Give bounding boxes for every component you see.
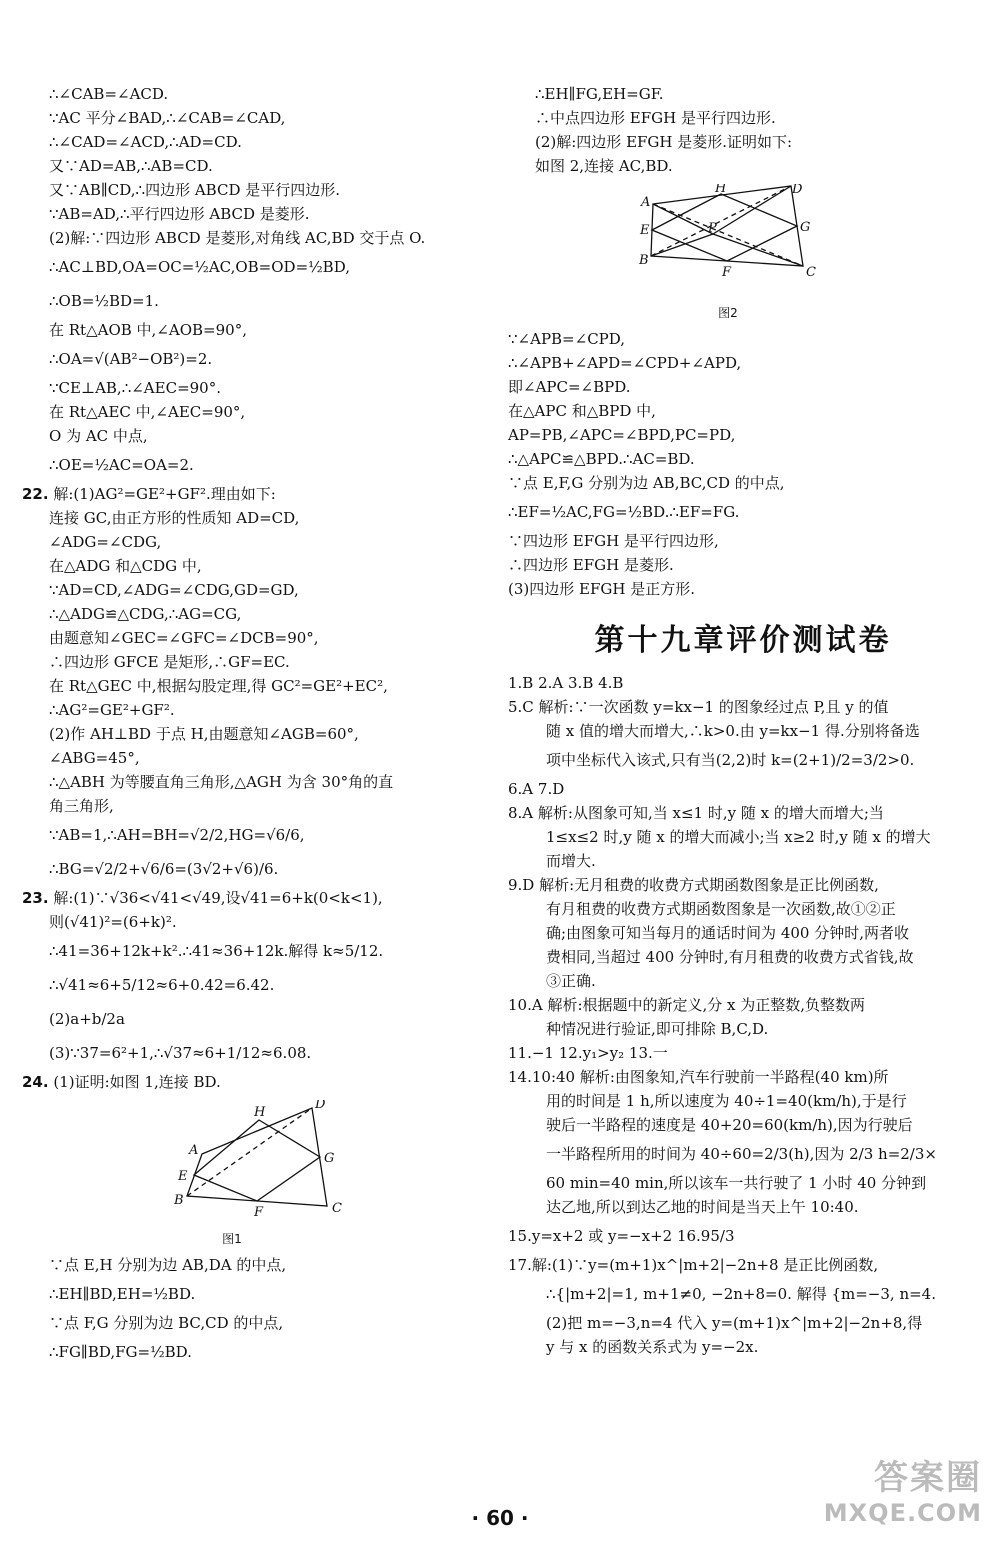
text-line: y 与 x 的函数关系式为 y=−2x. (546, 1338, 759, 1356)
text-line: ③正确. (546, 972, 596, 990)
text-line: 又∵AB∥CD,∴四边形 ABCD 是平行四边形. (49, 181, 341, 199)
q23-number: 23. (22, 889, 49, 907)
text-line: 在 Rt△AOB 中,∠AOB=90°, (49, 321, 247, 339)
text-line: ∵AC 平分∠BAD,∴∠CAB=∠CAD, (49, 109, 286, 127)
label-a: A (641, 195, 651, 210)
text-line: ∴EH∥BD,EH=½BD. (49, 1285, 196, 1303)
watermark-url: MXQE.COM (823, 1499, 982, 1527)
text-line: ∴中点四边形 EFGH 是平行四边形. (535, 109, 776, 127)
q24-first-line (22, 1070, 472, 1094)
figure-2-diagram (508, 184, 978, 294)
figure-1 (22, 1100, 472, 1251)
text-line: 一半路程所用的时间为 40÷60=2/3(h),因为 2/3 h=2/3× (546, 1145, 937, 1163)
page-number: · 60 · (471, 1506, 529, 1530)
text-line: 在△ADG 和△CDG 中, (49, 557, 202, 575)
label-d: D (315, 1100, 326, 1112)
text-line: ∵AB=AD,∴平行四边形 ABCD 是菱形. (49, 205, 310, 223)
label-f: F (254, 1205, 264, 1220)
left-column (22, 82, 472, 1369)
q22-line: 解:(1)AG²=GE²+GF².理由如下: (53, 485, 276, 503)
text-line: ∴EF=½AC,FG=½BD.∴EF=FG. (508, 503, 740, 521)
right-mid-lines (508, 327, 978, 601)
text-line: (2)解:∵四边形 ABCD 是菱形,对角线 AC,BD 交于点 O. (49, 229, 426, 247)
text-line: 即∠APC=∠BPD. (508, 378, 631, 396)
diagonal-ac (653, 204, 803, 266)
q22-first-line (22, 482, 472, 506)
segment-bp (651, 234, 713, 256)
text-line: 5.C 解析:∵一次函数 y=kx−1 的图象经过点 P,且 y 的值 (508, 698, 889, 716)
label-b: B (639, 253, 649, 268)
right-top-lines (508, 82, 978, 178)
label-c: C (332, 1201, 342, 1216)
text-line: 连接 GC,由正方形的性质知 AD=CD, (49, 509, 300, 527)
label-a: A (189, 1143, 199, 1158)
answer-list (508, 671, 978, 1359)
text-line: 由题意知∠GEC=∠GFC=∠DCB=90°, (49, 629, 319, 647)
q23-lines (22, 910, 472, 1070)
text-line: (2)a+b/2a (49, 1010, 125, 1028)
text-line: ∴△ADG≌△CDG,∴AG=CG, (49, 605, 242, 623)
text-line: 10.A 解析:根据题中的新定义,分 x 为正整数,负整数两 (508, 996, 866, 1014)
text-line: ∴FG∥BD,FG=½BD. (49, 1343, 192, 1361)
q24-after-lines (22, 1253, 472, 1369)
text-line: ∴√41≈6+5/12≈6+0.42=6.42. (49, 976, 275, 994)
q22-lines (22, 506, 472, 886)
text-line: ∴AG²=GE²+GF². (49, 701, 175, 719)
text-line: 角三角形, (49, 797, 114, 815)
text-line: (3)∵37=6²+1,∴√37≈6+1/12≈6.08. (49, 1044, 312, 1062)
text-line: 6.A 7.D (508, 780, 565, 798)
text-line: ∴{|m+2|=1, m+1≠0, −2n+8=0. 解得 {m=−3, n=4. (546, 1285, 936, 1303)
text-line: ∴AC⊥BD,OA=OC=½AC,OB=OD=½BD, (49, 258, 350, 276)
text-line: 17.解:(1)∵y=(m+1)x^|m+2|−2n+8 是正比例函数, (508, 1256, 879, 1274)
text-line: ∵AB=1,∴AH=BH=√2/2,HG=√6/6, (49, 826, 305, 844)
text-line: 8.A 解析:从图象可知,当 x≤1 时,y 随 x 的增大而增大;当 (508, 804, 884, 822)
segment-ap (653, 204, 713, 234)
label-b: B (174, 1193, 184, 1208)
text-line: 11.−1 12.y₁>y₂ 13.一 (508, 1044, 668, 1062)
text-line: ∴∠APB+∠APD=∠CPD+∠APD, (508, 354, 742, 372)
label-e: E (640, 223, 650, 238)
label-d: D (792, 184, 803, 197)
figure-1-diagram (22, 1100, 472, 1220)
text-line: ∴OB=½BD=1. (49, 292, 159, 310)
text-line: 在△APC 和△BPD 中, (508, 402, 656, 420)
text-line: 在 Rt△GEC 中,根据勾股定理,得 GC²=GE²+EC², (49, 677, 388, 695)
right-column (508, 82, 978, 1359)
text-line: ∴BG=√2/2+√6/6=(3√2+√6)/6. (49, 860, 279, 878)
text-line: (2)作 AH⊥BD 于点 H,由题意知∠AGB=60°, (49, 725, 359, 743)
label-c: C (806, 265, 816, 280)
text-line: 驶后一半路程的速度是 40+20=60(km/h),因为行驶后 (546, 1116, 913, 1134)
text-line: (2)把 m=−3,n=4 代入 y=(m+1)x^|m+2|−2n+8,得 (546, 1314, 923, 1332)
label-e: E (178, 1169, 188, 1184)
figure-1-caption: 图1 (222, 1232, 242, 1246)
text-line: 15.y=x+2 或 y=−x+2 16.95/3 (508, 1227, 735, 1245)
text-line: ∴∠CAD=∠ACD,∴AD=CD. (49, 133, 242, 151)
text-line: ∴EH∥FG,EH=GF. (535, 85, 664, 103)
label-g: G (800, 220, 811, 235)
text-line: ∵点 E,H 分别为边 AB,DA 的中点, (49, 1256, 287, 1274)
text-line: 有月租费的收费方式期函数图象是一次函数,故①②正 (546, 900, 896, 918)
q23-line: 解:(1)∵√36<√41<√49,设√41=6+k(0<k<1), (53, 889, 383, 907)
text-line: (3)四边形 EFGH 是正方形. (508, 580, 695, 598)
q24-line: (1)证明:如图 1,连接 BD. (53, 1073, 221, 1091)
label-h: H (715, 184, 727, 196)
label-g: G (324, 1151, 335, 1166)
text-line: 确;由图象可知当每月的通话时间为 400 分钟时,两者收 (546, 924, 909, 942)
text-line: ∴41=36+12k+k².∴41≈36+12k.解得 k≈5/12. (49, 942, 384, 960)
label-h: H (254, 1105, 266, 1120)
quadrilateral-efgh (194, 1120, 320, 1201)
text-line: ∴△APC≌△BPD.∴AC=BD. (508, 450, 695, 468)
text-line: 项中坐标代入该式,只有当(2,2)时 k=(2+1)/2=3/2>0. (546, 751, 915, 769)
text-line: ∴OA=√(AB²−OB²)=2. (49, 350, 213, 368)
text-line: ∴△ABH 为等腰直角三角形,△AGH 为含 30°角的直 (49, 773, 394, 791)
figure-2 (508, 184, 978, 325)
text-line: ∴OE=½AC=OA=2. (49, 456, 194, 474)
text-line: ∵四边形 EFGH 是平行四边形, (508, 532, 719, 550)
text-line: 如图 2,连接 AC,BD. (535, 157, 673, 175)
text-line: ∵AD=CD,∠ADG=∠CDG,GD=GD, (49, 581, 299, 599)
label-f: F (722, 265, 732, 280)
diagonal-bd (651, 186, 791, 256)
text-line: 在 Rt△AEC 中,∠AEC=90°, (49, 403, 246, 421)
left-lines (22, 82, 472, 482)
text-line: (2)解:四边形 EFGH 是菱形.证明如下: (535, 133, 793, 151)
text-line: 9.D 解析:无月租费的收费方式期函数图象是正比例函数, (508, 876, 879, 894)
text-line: O 为 AC 中点, (49, 427, 148, 445)
text-line: ∴∠CAB=∠ACD. (49, 85, 169, 103)
text-line: ∴四边形 GFCE 是矩形,∴GF=EC. (49, 653, 290, 671)
text-line: 则(√41)²=(6+k)². (49, 913, 177, 931)
text-line: 14.10:40 解析:由图象知,汽车行驶前一半路程(40 km)所 (508, 1068, 889, 1086)
q22-number: 22. (22, 485, 49, 503)
q24-number: 24. (22, 1073, 49, 1091)
watermark-logo-text: 答案圈 (874, 1458, 982, 1498)
text-line: 60 min=40 min,所以该车一共行驶了 1 小时 40 分钟到 (546, 1174, 927, 1192)
text-line: 随 x 值的增大而增大,∴k>0.由 y=kx−1 得.分别将备选 (546, 722, 920, 740)
text-line: ∵点 E,F,G 分别为边 AB,BC,CD 的中点, (508, 474, 785, 492)
chapter-title: 第十九章评价测试卷 (594, 623, 892, 658)
text-line: 1≤x≤2 时,y 随 x 的增大而减小;当 x≥2 时,y 随 x 的增大 (546, 828, 931, 846)
label-p: P (708, 221, 717, 236)
watermark (824, 1450, 982, 1527)
text-line: ∴四边形 EFGH 是菱形. (508, 556, 674, 574)
text-line: 而增大. (546, 852, 596, 870)
figure-2-caption: 图2 (718, 306, 738, 320)
text-line: 又∵AD=AB,∴AB=CD. (49, 157, 213, 175)
text-line: ∠ADG=∠CDG, (49, 533, 162, 551)
text-line: AP=PB,∠APC=∠BPD,PC=PD, (508, 426, 736, 444)
text-line: 达乙地,所以到达乙地的时间是当天上午 10:40. (546, 1198, 859, 1216)
text-line: 1.B 2.A 3.B 4.B (508, 674, 624, 692)
text-line: ∵∠APB=∠CPD, (508, 330, 626, 348)
text-line: 种情况进行验证,即可排除 B,C,D. (546, 1020, 769, 1038)
q23-first-line (22, 886, 472, 910)
text-line: 费相同,当超过 400 分钟时,有月租费的收费方式省钱,故 (546, 948, 914, 966)
text-line: ∵CE⊥AB,∴∠AEC=90°. (49, 379, 221, 397)
quadrilateral-abcd (187, 1108, 327, 1206)
text-line: ∠ABG=45°, (49, 749, 140, 767)
text-line: 用的时间是 1 h,所以速度为 40÷1=40(km/h),于是行 (546, 1092, 907, 1110)
text-line: ∵点 F,G 分别为边 BC,CD 的中点, (49, 1314, 284, 1332)
